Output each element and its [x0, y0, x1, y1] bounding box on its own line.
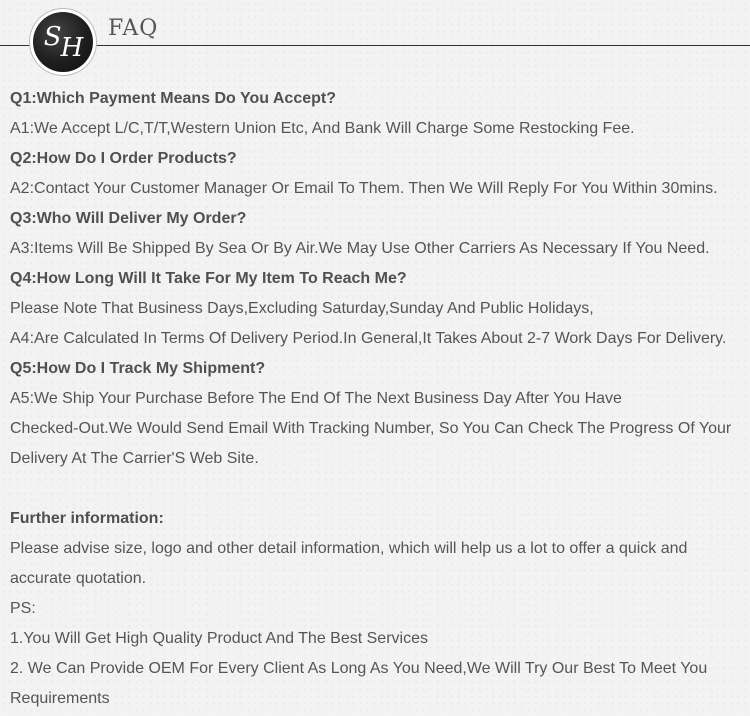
ps-line-3: Requirements — [10, 690, 110, 707]
faq-answer-5-line-3: Delivery At The Carrier'S Web Site. — [10, 450, 259, 467]
page-title: FAQ — [108, 16, 159, 41]
section-spacer — [10, 474, 746, 504]
ps-line-2: 2. We Can Provide OEM For Every Client As Long As You Need,We Will Try Our Best To Meet You — [10, 660, 708, 677]
header-divider — [0, 45, 750, 46]
faq-answer-4-line-1: Please Note That Business Days,Excluding Saturday,Sunday And Public Holidays, — [10, 300, 594, 317]
logo-monogram — [33, 12, 93, 72]
brand-logo — [30, 9, 96, 75]
faq-answer-2: A2:Contact Your Customer Manager Or Email To Them. Then We Will Reply For You Within 30mins. — [10, 180, 718, 197]
ps-line-1: 1.You Will Get High Quality Product And The Best Services — [10, 630, 428, 647]
logo-letter-s: S — [43, 22, 61, 52]
ps-heading: PS: — [10, 600, 36, 617]
further-info-line-1: Please advise size, logo and other detail information, which will help us a lot to offer a quick and — [10, 540, 688, 557]
further-info-heading: Further information: — [10, 510, 164, 527]
faq-answer-1: A1:We Accept L/C,T/T,Western Union Etc, And Bank Will Charge Some Restocking Fee. — [10, 120, 635, 137]
faq-question-4: Q4:How Long Will It Take For My Item To Reach Me? — [10, 270, 407, 287]
faq-question-2: Q2:How Do I Order Products? — [10, 150, 237, 167]
faq-answer-4-line-2: A4:Are Calculated In Terms Of Delivery Period.In General,It Takes About 2-7 Work Days For Delivery. — [10, 330, 727, 347]
faq-content — [10, 84, 746, 714]
faq-answer-5-line-1: A5:We Ship Your Purchase Before The End Of The Next Business Day After You Have — [10, 390, 622, 407]
faq-answer-5-line-2: Checked-Out.We Would Send Email With Tracking Number, So You Can Check The Progress Of Your — [10, 420, 732, 437]
faq-question-3: Q3:Who Will Deliver My Order? — [10, 210, 247, 227]
faq-question-5: Q5:How Do I Track My Shipment? — [10, 360, 266, 377]
faq-answer-3: A3:Items Will Be Shipped By Sea Or By Air.We May Use Other Carriers As Necessary If You Need. — [10, 240, 710, 257]
further-info-line-2: accurate quotation. — [10, 570, 147, 587]
faq-question-1: Q1:Which Payment Means Do You Accept? — [10, 90, 336, 107]
page-header — [0, 0, 750, 80]
logo-letter-h: H — [60, 33, 83, 63]
